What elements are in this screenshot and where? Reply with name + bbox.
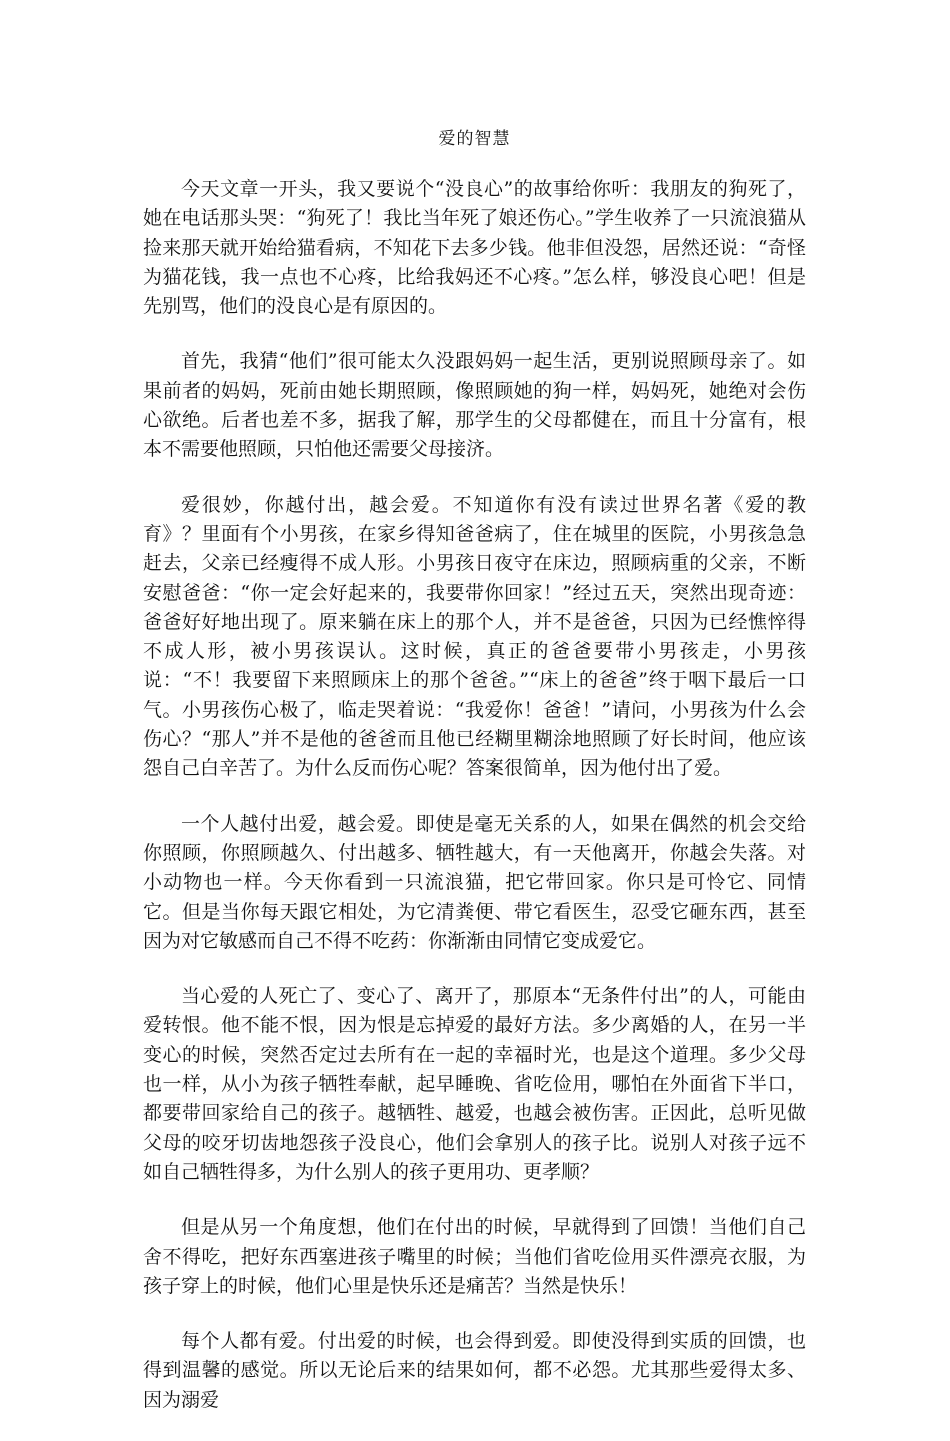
paragraph-6: 但是从另一个角度想，他们在付出的时候，早就得到了回馈！当他们自己舍不得吃，把好东西塞进孩子嘴里的时候；当他们省吃俭用买件漂亮衣服，为孩子穿上的时候，他们心里是快乐还是痛苦？当然是快乐！ [143, 1216, 806, 1297]
document-title: 爱的智慧 [438, 129, 511, 149]
document-body [143, 175, 806, 1441]
paragraph-5: 当心爱的人死亡了、变心了、离开了，那原本“无条件付出”的人，可能由爱转恨。他不能不恨，因为恨是忘掉爱的最好方法。多少离婚的人，在另一半变心的时候，突然否定过去所有在一起的幸福时光，也是这个道理。多少父母也一样，从小为孩子牺牲奉献，起早睡晚、省吃俭用，哪怕在外面省下半口，都要带回家给自己的孩子。越牺牲、越爱，也越会被伤害。正因此，总听见做父母的咬牙切齿地怨孩子没良心，他们会拿别人的孩子比。说别人对孩子远不如自己牺牲得多，为什么别人的孩子更用功、更孝顺？ [143, 985, 806, 1183]
paragraph-7: 每个人都有爱。付出爱的时候，也会得到爱。即使没得到实质的回馈，也得到温馨的感觉。所以无论后来的结果如何，都不必怨。尤其那些爱得太多、因为溺爱 [143, 1330, 806, 1411]
paragraph-3: 爱很妙，你越付出，越会爱。不知道你有没有读过世界名著《爱的教育》？里面有个小男孩，在家乡得知爸爸病了，住在城里的医院，小男孩急急赶去，父亲已经瘦得不成人形。小男孩日夜守在床边，照顾病重的父亲，不断安慰爸爸：“你一定会好起来的，我要带你回家！”经过五天，突然出现奇迹：爸爸好好地出现了。原来躺在床上的那个人，并不是爸爸，只因为已经憔悴得不成人形，被小男孩误认。这时候，真正的爸爸要带小男孩走，小男孩说：“不！我要留下来照顾床上的那个爸爸。”“床上的爸爸”终于咽下最后一口气。小男孩伤心极了，临走哭着说：“我爱你！爸爸！”请问，小男孩为什么会伤心？“那人”并不是他的爸爸而且他已经糊里糊涂地照顾了好长时间，他应该怨自己白辛苦了。为什么反而伤心呢？答案很简单，因为他付出了爱。 [143, 493, 806, 780]
paragraph-4: 一个人越付出爱，越会爱。即使是毫无关系的人，如果在偶然的机会交给你照顾，你照顾越久、付出越多、牺牲越大，有一天他离开，你越会失落。对小动物也一样。今天你看到一只流浪猫，把它带回家。你只是可怜它、同情它。但是当你每天跟它相处，为它清粪便、带它看医生，忍受它砸东西，甚至因为对它敏感而自己不得不吃药：你渐渐由同情它变成爱它。 [143, 812, 806, 952]
paragraph-1: 今天文章一开头，我又要说个“没良心”的故事给你听：我朋友的狗死了，她在电话那头哭：“狗死了！我比当年死了娘还伤心。”学生收养了一只流浪猫从捡来那天就开始给猫看病，不知花下去多少钱。他非但没怨，居然还说：“奇怪为猫花钱，我一点也不心疼，比给我妈还不心疼。”怎么样，够没良心吧！但是先别骂，他们的没良心是有原因的。 [143, 178, 806, 318]
paragraph-2: 首先，我猜“他们”很可能太久没跟妈妈一起生活，更别说照顾母亲了。如果前者的妈妈，死前由她长期照顾，像照顾她的狗一样，妈妈死，她绝对会伤心欲绝。后者也差不多，据我了解，那学生的父母都健在，而且十分富有，根本不需要他照顾，只怕他还需要父母接济。 [143, 350, 806, 461]
